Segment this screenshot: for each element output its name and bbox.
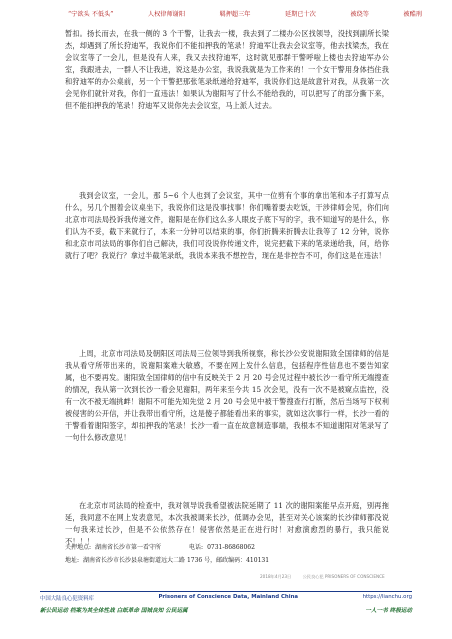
- paragraph-2: [65, 190, 389, 332]
- detention-value: 湖南省长沙市第一看守所: [95, 544, 162, 551]
- phone-label: 电话:: [189, 544, 204, 551]
- header-item: 人权律师谢阳: [147, 11, 186, 18]
- contact-row-address: [65, 554, 389, 567]
- document-date: 2018年4月23日: [260, 574, 292, 579]
- header-slogans: [68, 9, 422, 18]
- header-item: 延期已十次: [284, 11, 316, 18]
- detention-label: 关押地点:: [65, 544, 92, 551]
- contact-block: [65, 541, 389, 567]
- paragraph-text: 上周，北京市司法局及朝阳区司法局三位领导到我所视察，称长沙公安说谢阳致全国律师的信是我从看守所带出来的，说谢阳案难大敏感，不要在网上发什么信息，包括程序性信息也不要告知家属，也不要再发。谢阳致全国律师的信中有反映关于 2 月 20 号会见过程中被长沙一看守所无端搜查的情况，我从第一次到长沙一看会见谢阳，两年来至今共 15 次会见，没有一次不是被窥点监控，没有一次不被无端挑衅！谢阳不可能先知先觉 2 月 20 号会见中被干警搜查行打断，然后当场写下权利被侵害的公开信，并让我带出看守所，这是傻子都能看出来的事实，就如这次事行一样，长沙一看的干警看着谢阳签字，却扣押我的笔录！长沙一看一直在故意制造事端，我根本不知道谢阳对笔录写了一句什么修改意见！: [65, 349, 389, 442]
- header-item: 羁押超三年: [219, 11, 251, 18]
- address-value: 湖南省长沙市长沙县泉塘街道远大二路 1736 号，邮政编码：410131: [83, 557, 270, 564]
- footer-slogans: [40, 606, 412, 614]
- footer-org: [40, 594, 412, 602]
- paragraph-3: [65, 348, 389, 484]
- header-item: “宁欲头 不低头”: [68, 11, 114, 18]
- contact-row-detention: [65, 541, 389, 554]
- footer-org-en: Prisoners of Conscience Data, Mainland China: [158, 594, 299, 600]
- footer-slogan-right: 一人一书 终极运动: [365, 608, 412, 614]
- header-item: 被绕等: [350, 11, 369, 18]
- date-line: [260, 574, 395, 580]
- paragraph-text: 我到会议室，一会儿，那 5~6 个人也到了会议室，其中一位剪有个事的拿出笔和本子打算写点什么，另几个围着会议桌坐下，我说你们这是没事找事！你们嘴着要去吃饭，干涉律师会见，你们向北京市司法局投诉我传递文件，谢阳是在你们这么多人眼皮子底下写的字，我不知道写的是什么，你们认为不妥，截下来就行了，本来一分钟可以结束的事，你们折腾来折腾去让我等了 12 分钟，说你和北京市司法局的事你们自己解决，我们可没说你传递文件，说完把截下来的笔录递给我，问，给你就行了吧？我说行？拿过半截笔录纸，我说本来我不想控告，现在是非控告不可，你们这是在违法！: [65, 191, 389, 260]
- footer-url-link[interactable]: https://lianchu.org: [362, 594, 412, 600]
- header-item: 被酷刑: [403, 11, 422, 18]
- footer-slogan-left: 新公民运动 档案为其全体性战 白纸革命 国城良知 公民运属: [40, 608, 188, 614]
- phone-value: 0731-86868062: [207, 544, 255, 551]
- paragraph-4: [65, 500, 389, 546]
- paragraph-text: 在北京市司法局的检查中，我对领导说我希望被法院延期了 11 次的谢阳案能早点开庭，别再拖延，我同意不在网上发表意见，本次我被调来长沙，低调办会见，甚至对关心该案的长沙律师都没说一句我来过长沙，但是不公依然存在！侵害依然是正在进行时！对愈演愈烈的暴行，我只能说不！！！: [65, 501, 389, 546]
- address-label: 地址:: [65, 557, 80, 564]
- footer-org-cn: 中国大陆良心犯资料库: [40, 596, 94, 602]
- footer-divider: [40, 591, 412, 592]
- paragraph-1: [65, 28, 389, 183]
- paragraph-text: 暂扣。扬长而去，在我一侧的 3 个干警，让我去一楼，我去到了二楼办公区找领导，没找到副所长梁杰，却遇到了所长狩迪军，我说你们不能扣押我的笔录！狩迪军让我去会议室等，他去找梁杰，我在会议室等了一会儿，但是没有人来，我又去找狩迪军，这时就见那群干警呼啦上楼也去狩迪军办公室，我跟进去，一群人不让我进，说这是办公室，我说我就是为工作来的！一个女干警用身体挡住我和狩迪军的办公桌前，另一个干警把那张笔录纸递给狩迪军，我说你们这是故意针对我，从我第一次会见你们就针对我，你们一直违法！如果认为谢阳写了什么不能给我的，可以把写了的部分撕下来，但不能扣押我的笔录！狩迪军又说你先去会议室，马上派人过去。: [65, 29, 389, 110]
- document-note: 公民良心犯 PRISONERS OF CONSCIENCE: [302, 574, 385, 579]
